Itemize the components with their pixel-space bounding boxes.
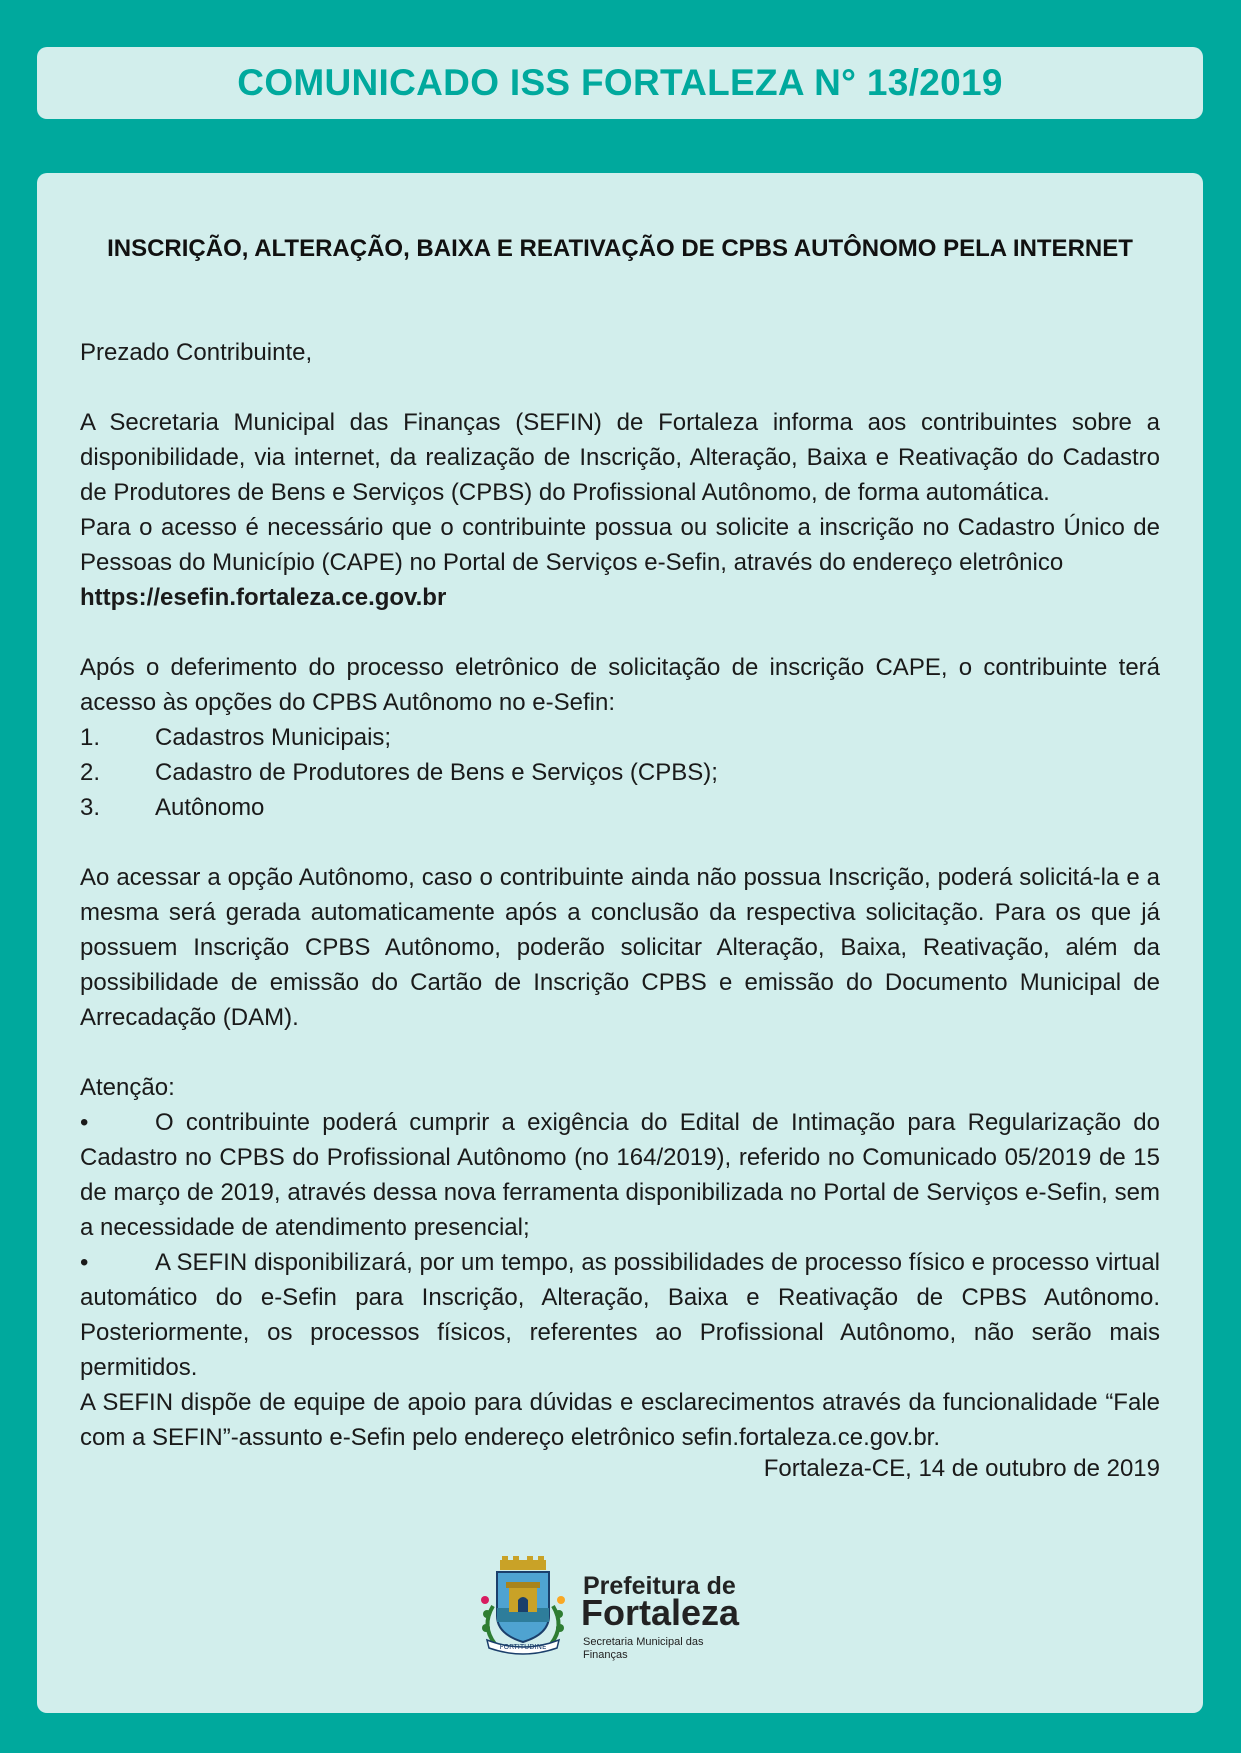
- city-coat-of-arms-icon: [473, 1556, 573, 1656]
- bullet-item: [80, 1245, 1160, 1385]
- bullet-text: O contribuinte poderá cumprir a exigência do Edital de Intimação para Regularização do Cadastro no CPBS do Profissional Autônomo (no 164/2019), referido no Comunicado 05/2019 de 15 de março de 2019, através dessa nova ferramenta disponibilizada no Portal de Serviços e-Sefin, sem a necessidade de atendimento presencial;: [80, 1109, 1160, 1241]
- list-item: [80, 790, 1160, 825]
- notice-heading: INSCRIÇÃO, ALTERAÇÃO, BAIXA E REATIVAÇÃO DE CPBS AUTÔNOMO PELA INTERNET: [107, 235, 1133, 262]
- bullet-text: A SEFIN disponibilizará, por um tempo, as possibilidades de processo físico e processo virtual automático do e-Sefin para Inscrição, Alteração, Baixa e Reativação de CPBS Autônomo. Posteriormente, os processos físicos, referentes ao Profissional Autônomo, não serão mais permitidos.: [80, 1249, 1160, 1381]
- list-text: Autônomo: [155, 794, 265, 821]
- paragraph-options: Após o deferimento do processo eletrônico de solicitação de inscrição CAPE, o contribuinte terá acesso às opções do CPBS Autônomo no e-Sefin:: [80, 654, 1160, 716]
- bullet-item: [80, 1105, 1160, 1245]
- motto-text: FORTITUDINE: [499, 1643, 547, 1651]
- bullet-icon: •: [80, 1109, 89, 1136]
- list-number: 3.: [80, 794, 101, 821]
- paragraph-access: Para o acesso é necessário que o contribuinte possua ou solicite a inscrição no Cadastro Único de Pessoas do Município (CAPE) no Portal de Serviços e-Sefin, através do endereço eletrônico: [80, 514, 1160, 576]
- list-item: [80, 755, 1160, 790]
- list-number: 1.: [80, 724, 101, 751]
- list-text: Cadastros Municipais;: [155, 724, 392, 751]
- list-item: [80, 720, 1160, 755]
- prefeitura-logo: [473, 1556, 773, 1661]
- list-text: Cadastro de Produtores de Bens e Serviços (CPBS);: [155, 759, 718, 786]
- notice-body: [80, 335, 1160, 1455]
- list-number: 2.: [80, 759, 101, 786]
- logo-line-2: Fortaleza: [581, 1592, 740, 1633]
- logo-line-1: Prefeitura de: [583, 1572, 736, 1600]
- content-panel: [37, 173, 1203, 1713]
- title-banner: [37, 47, 1203, 119]
- paragraph-autonomo: Ao acessar a opção Autônomo, caso o contribuinte ainda não possua Inscrição, poderá solicitá-la e a mesma será gerada automaticamente após a conclusão da respectiva solicitação. Para os que já possuem Inscrição CPBS Autônomo, poderão solicitar Alteração, Baixa, Reativação, além da possibilidade de emissão do Cartão de Inscrição CPBS e emissão do Documento Municipal de Arrecadação (DAM).: [80, 864, 1160, 1031]
- logo-line-3: Secretaria Municipal das Finanças: [583, 1636, 704, 1661]
- page-title: COMUNICADO ISS FORTALEZA N° 13/2019: [237, 62, 1003, 103]
- greeting: Prezado Contribuinte,: [80, 339, 313, 366]
- document-date: Fortaleza-CE, 14 de outubro de 2019: [763, 1455, 1160, 1482]
- bullet-icon: •: [80, 1249, 89, 1276]
- esefin-link[interactable]: https://esefin.fortaleza.ce.gov.br: [80, 584, 447, 611]
- attention-label: Atenção:: [80, 1074, 175, 1101]
- paragraph-intro: A Secretaria Municipal das Finanças (SEFIN) de Fortaleza informa aos contribuintes sobre a disponibilidade, via internet, da realização de Inscrição, Alteração, Baixa e Reativação do Cadastro de Produtores de Bens e Serviços (CPBS) do Profissional Autônomo, de forma automática.: [80, 409, 1160, 506]
- paragraph-support: A SEFIN dispõe de equipe de apoio para dúvidas e esclarecimentos através da funcionalidade “Fale com a SEFIN”-assunto e-Sefin pelo endereço eletrônico sefin.fortaleza.ce.gov.br.: [80, 1389, 1160, 1451]
